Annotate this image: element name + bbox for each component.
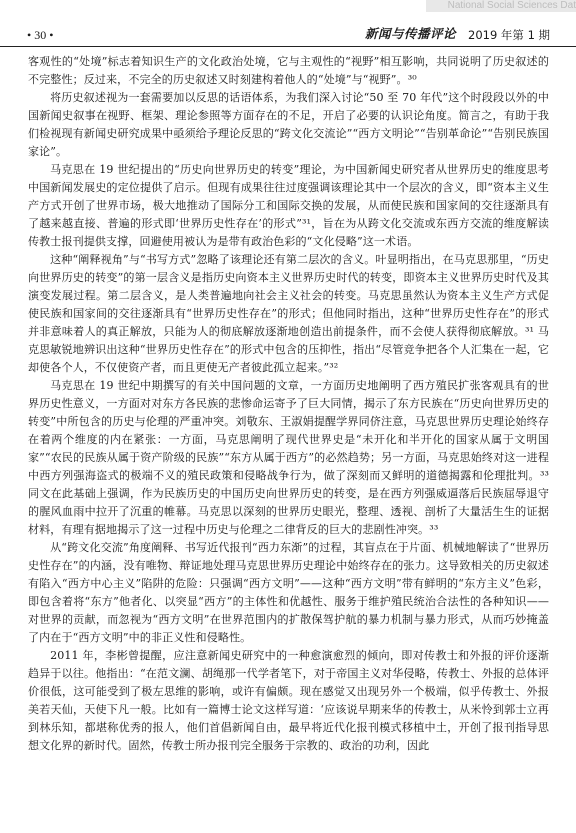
paragraph: 将历史叙述视为一套需要加以反思的话语体系，为我们深入讨论“50 至 70 年代”这个时段段以外的中国新闻史叙事在视野、框架、理论参照等方面存在的不足，开启了必要的认识论角度。简言之，有助于我们检视现有新闻史研究成果中亟须给予理论反思的“跨文化交流论”“西方文明论”“告别革命论”“告别民族国家论”。 [28, 91, 549, 158]
watermark: National Social Sciences Dat [426, 0, 576, 12]
page-number: • 30 • [27, 28, 54, 42]
issue-label: 2019 年第 1 期 [468, 28, 551, 42]
paragraph: 2011 年，李彬曾提醒，应注意新闻史研究中的一种愈演愈烈的倾向，即对传教士和外报的评价逐渐趋异于以往。他指出：“在范文澜、胡绳那一代学者笔下，对于帝国主义对华侵略，传教士、外报的总体评价很低，这可能受到了极左思维的影响，或许有偏颇。现在感觉又出现另外一个极端，似乎传教士、外报美若天仙，天使下凡一般。比如有一篇博士论文这样写道：‘应该说早期来华的传教士，从米怜到郭士立再到林乐知，都堪称优秀的报人，他们首倡新闻自由，最早将近代化报刊模式移植中土，开创了报刊指导思想文化界的新时代。固然，传教士所办报刊完全服务于宗教的、政治的功利，因此 [28, 649, 549, 752]
paragraph: 从“跨文化交流”角度阐释、书写近代报刊“西力东渐”的过程，其盲点在于片面、机械地解读了“世界历史性存在”的内涵，没有唯物、辩证地处理马克思世界历史理论中始终存在的张力。这导致相关的历史叙述有陷入“西方中心主义”陷阱的危险：只强调“西方文明”——这种“西方文明”带有鲜明的“东方主义”色彩，即包含着将“东方”他者化、以突显“西方”的主体性和优越性、服务于维护殖民统治合法性的各种知识——对世界的贡献，而忽视为“西方文明”在世界范围内的扩散保驾护航的暴力机制与暴力形式，从而巧妙掩盖了内在于“西方文明”中的非正义性和侵略性。 [28, 541, 549, 644]
running-header [0, 24, 576, 47]
paragraph: 客观性的“处境”标志着知识生产的文化政治处境，它与主观性的“视野”相互影响，共同说明了历史叙述的不完整性；反过来，不完全的历史叙述又时刻建构着他人的“处境”与“视野”。³⁰ [28, 55, 549, 86]
paragraph: 马克思在 19 世纪中期撰写的有关中国问题的文章，一方面历史地阐明了西方殖民扩张客观具有的世界历史性意义，一方面对对东方各民族的悲惨命运寄予了巨大同情，揭示了东方民族在“历史向世界历史的转变”中所包含的历史与伦理的严重冲突。刘敬东、王淑娟提醒学界同侪注意，马克思世界历史理论始终存在着两个维度的内在紧张：一方面，马克思阐明了现代世界史是“未开化和半开化的国家从属于文明国家”“农民的民族从属于资产阶级的民族”“东方从属于西方”的必然趋势；另一方面，马克思始终对这一进程中西方列强海盗式的极端不义的殖民政策和侵略战争行为，做了深刻而又鲜明的道德揭露和伦理批判。³³ 同文在此基础上强调，作为民族历史的中国历史向世界历史的转变，是在西方列强威逼落后民族屈辱退守的腥风血雨中拉开了沉重的帷幕。马克思以深刻的世界历史眼光，整理、透视、剖析了大量活生生的证据材料，有理有据地揭示了这一过程中历史与伦理之二律背反的巨大的悲剧性冲突。³³ [28, 379, 549, 536]
paragraph: 这种“阐释视角”与“书写方式”忽略了该理论还有第二层次的含义。叶显明指出，在马克思那里，“历史向世界历史的转变”的第一层含义是指历史向资本主义世界历史时代的转变，即资本主义世界历史时代及其演变发展过程。第二层含义，是人类普遍地向社会主义社会的转变。马克思虽然认为资本主义生产方式促使民族和国家间的交往逐渐具有“世界历史性存在”的形式；但他同时指出，这种“世界历史性存在”的形式并非意味着人的真正解放，只能为人的彻底解放逐渐地创造出前提条件，而不会使人获得彻底解放。³¹ 马克思敏锐地辨识出这种“世界历史性存在”的形式中包含的压抑性，指出“尽管竞争把各个人汇集在一起，它却使各个人，不仅使资产者，而且更使无产者彼此孤立起来。”³² [28, 253, 549, 374]
journal-name: 新闻与传播评论 [365, 26, 457, 41]
paragraph: 马克思在 19 世纪提出的“历史向世界历史的转变”理论，为中国新闻史研究者从世界历史的维度思考中国新闻发展史的定位提供了启示。但现有成果往往过度强调该理论其中一个层次的含义，即“资本主义生产方式开创了世界市场，极大地推动了国际分工和国际交换的发展，从而使民族和国家间的交往逐渐具有了越来越直接、普遍的形式即‘世界历史性存在’的形式”³¹，旨在为从跨文化交流或东西方交流的维度解读传教士报刊提供支撑，回避使用被认为是带有政治色彩的“文化侵略”这一术语。 [28, 163, 549, 248]
article-body [28, 53, 549, 755]
